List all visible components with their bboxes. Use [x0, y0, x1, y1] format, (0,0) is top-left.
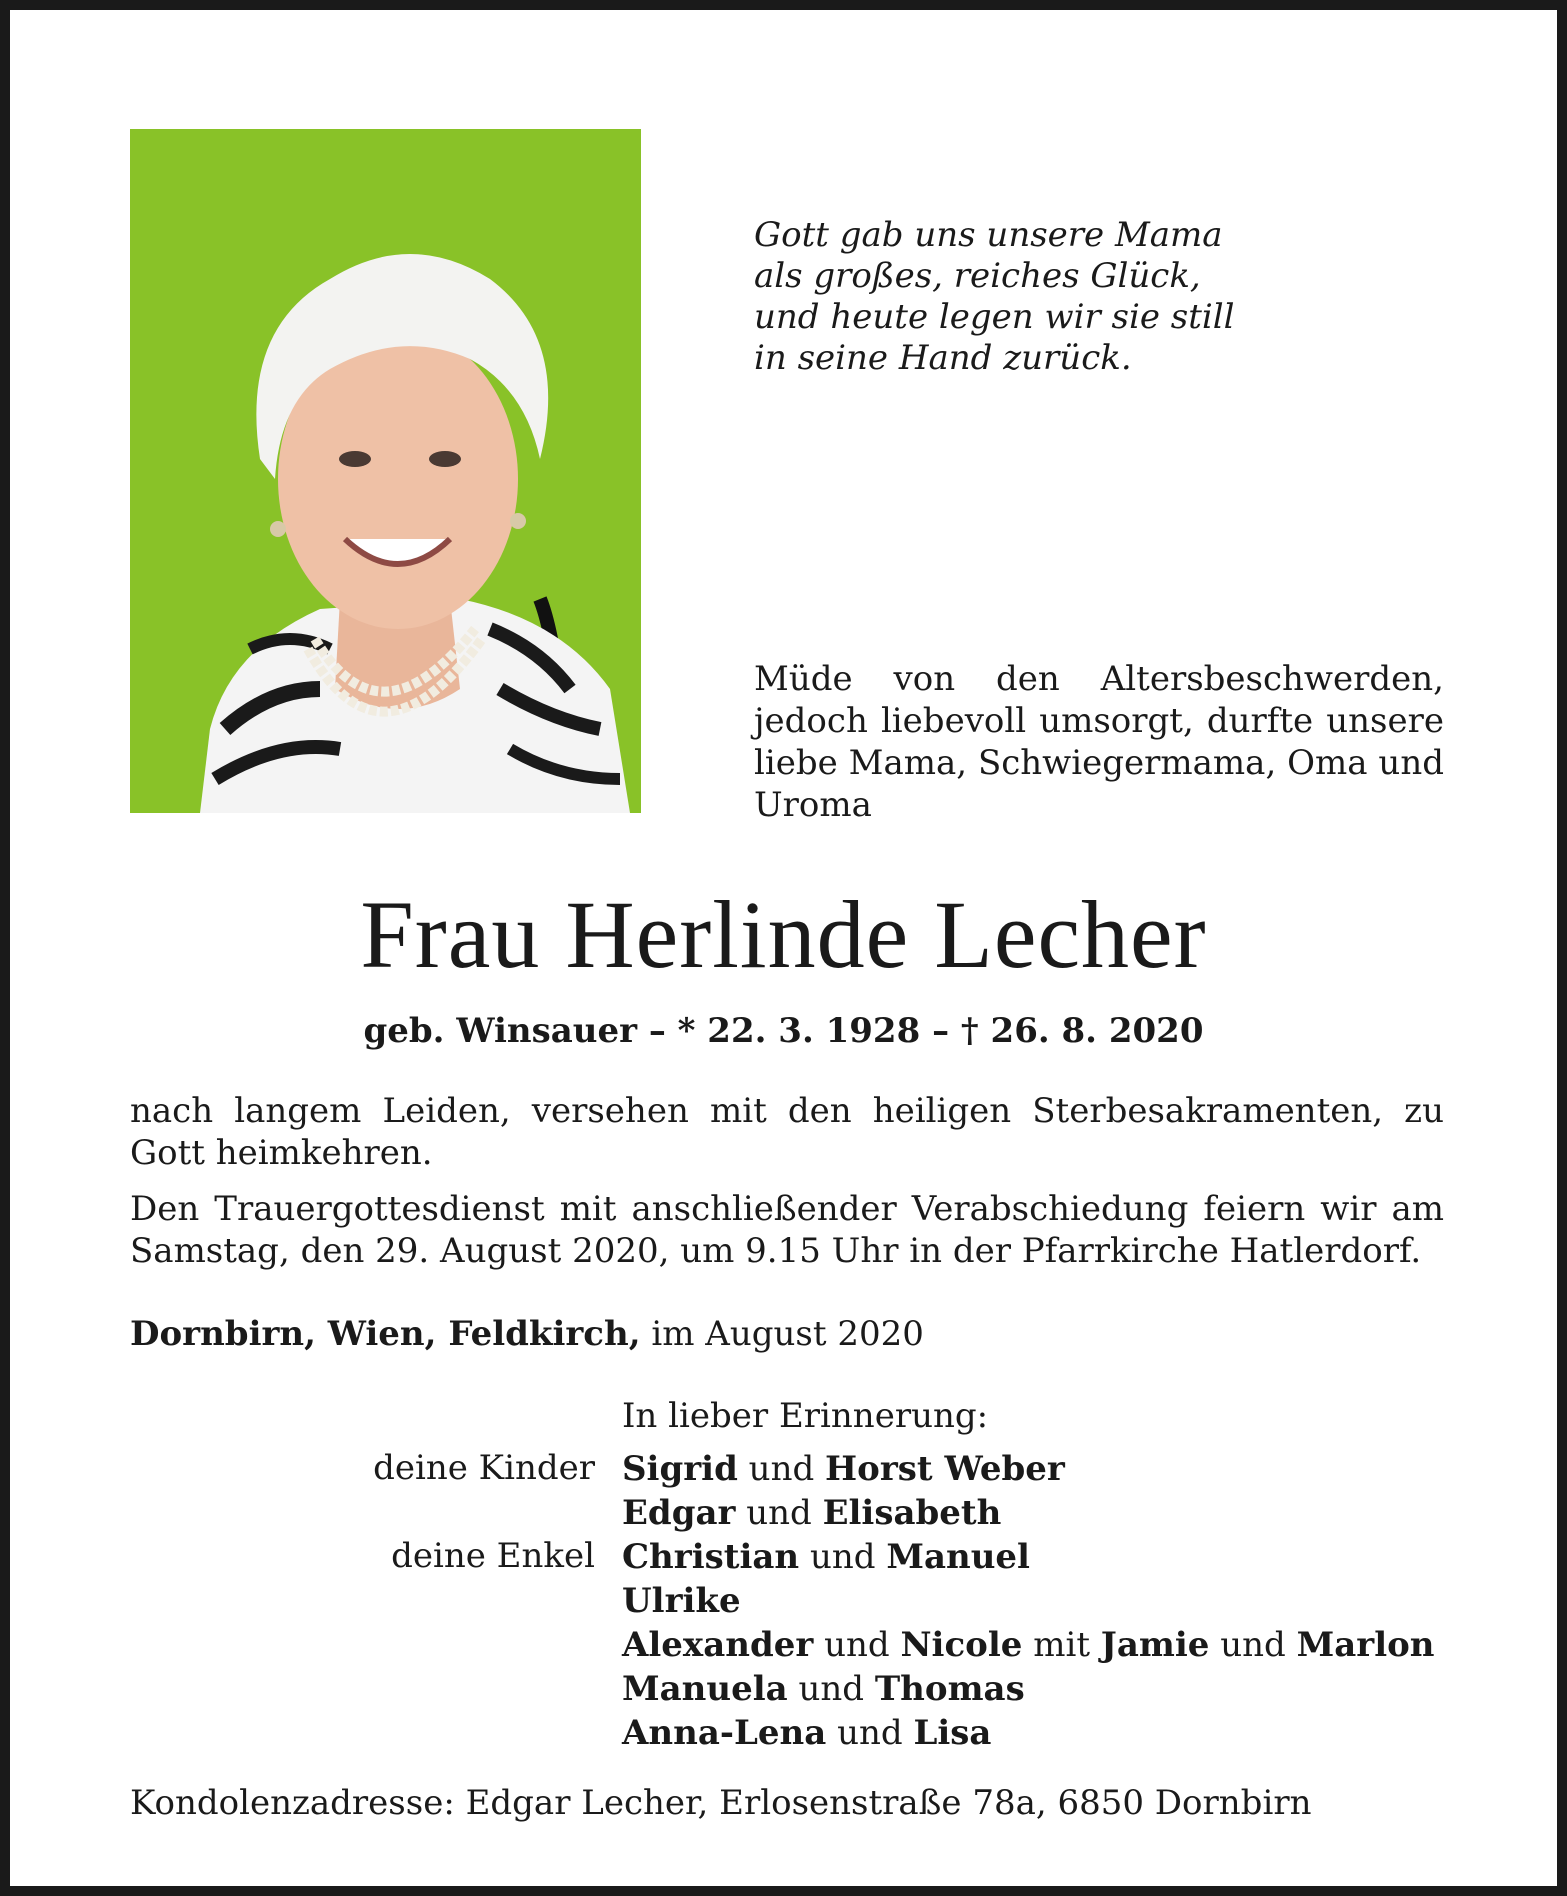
memory-line: In lieber Erinnerung:: [622, 1396, 989, 1436]
verse-line: und heute legen wir sie still: [754, 297, 1235, 337]
family-line: [622, 1711, 1435, 1755]
family-name: Alexander: [622, 1625, 814, 1665]
date-text: im August 2020: [640, 1314, 924, 1354]
birth-death-dates: geb. Winsauer – * 22. 3. 1928 – † 26. 8. 2020: [363, 1011, 1204, 1051]
label-children: deine Kinder: [373, 1448, 595, 1488]
verse-line: als großes, reiches Glück,: [754, 256, 1201, 296]
body-paragraph-1: nach langem Leiden, versehen mit den heiligen Sterbesakramenten, zu Gott heimkehren.: [130, 1091, 1444, 1173]
connector: und: [748, 1449, 815, 1489]
family-line: [622, 1491, 1435, 1535]
family-name: Manuel: [886, 1537, 1030, 1577]
connector: und: [837, 1713, 903, 1753]
family-name: Marlon: [1296, 1625, 1435, 1665]
connector: und: [798, 1669, 865, 1709]
family-name: Horst Weber: [825, 1449, 1065, 1489]
family-name: Anna-Lena: [622, 1713, 827, 1753]
family-name: Elisabeth: [822, 1493, 1002, 1533]
verse-line: in seine Hand zurück.: [754, 338, 1132, 378]
connector: und: [746, 1493, 812, 1533]
family-line: [622, 1623, 1435, 1667]
body-paragraph-2: Den Trauergottesdienst mit anschließender Verabschiedung feiern wir am Samstag, den 29. August 2020, um 9.15 Uhr in der Pfarrkirche Hatlerdorf.: [130, 1189, 1444, 1271]
family-name: Edgar: [622, 1493, 736, 1533]
verse: [754, 215, 1274, 379]
label-grandchildren: deine Enkel: [391, 1536, 595, 1576]
place-date-line: [130, 1313, 924, 1355]
connector: und: [1220, 1625, 1286, 1665]
portrait-illustration: [130, 129, 641, 813]
verse-line: Gott gab uns unsere Mama: [754, 215, 1223, 255]
connector: mit: [1033, 1625, 1090, 1665]
family-name: Jamie: [1100, 1625, 1210, 1665]
family-line: [622, 1447, 1435, 1491]
portrait-photo: [130, 129, 641, 813]
family-name: Ulrike: [622, 1581, 741, 1621]
condolence-address: Kondolenzadresse: Edgar Lecher, Erlosenstraße 78a, 6850 Dornbirn: [130, 1783, 1312, 1823]
family-names: [622, 1447, 1435, 1755]
family-name: Sigrid: [622, 1449, 738, 1489]
connector: und: [824, 1625, 890, 1665]
connector: und: [809, 1537, 876, 1577]
family-name: Lisa: [913, 1713, 992, 1753]
deceased-name: Frau Herlinde Lecher: [360, 881, 1207, 988]
family-name: Thomas: [874, 1669, 1025, 1709]
family-line: [622, 1579, 1435, 1623]
family-name: Nicole: [900, 1625, 1023, 1665]
family-name: Manuela: [622, 1669, 788, 1709]
places: Dornbirn, Wien, Feldkirch,: [130, 1314, 641, 1354]
family-line: [622, 1667, 1435, 1711]
intro-text: Müde von den Altersbeschwerden, jedoch liebevoll umsorgt, durfte unsere liebe Mama, Schwiegermama, Oma und Uroma: [754, 659, 1444, 825]
family-name: Christian: [622, 1537, 800, 1577]
family-line: [622, 1535, 1435, 1579]
